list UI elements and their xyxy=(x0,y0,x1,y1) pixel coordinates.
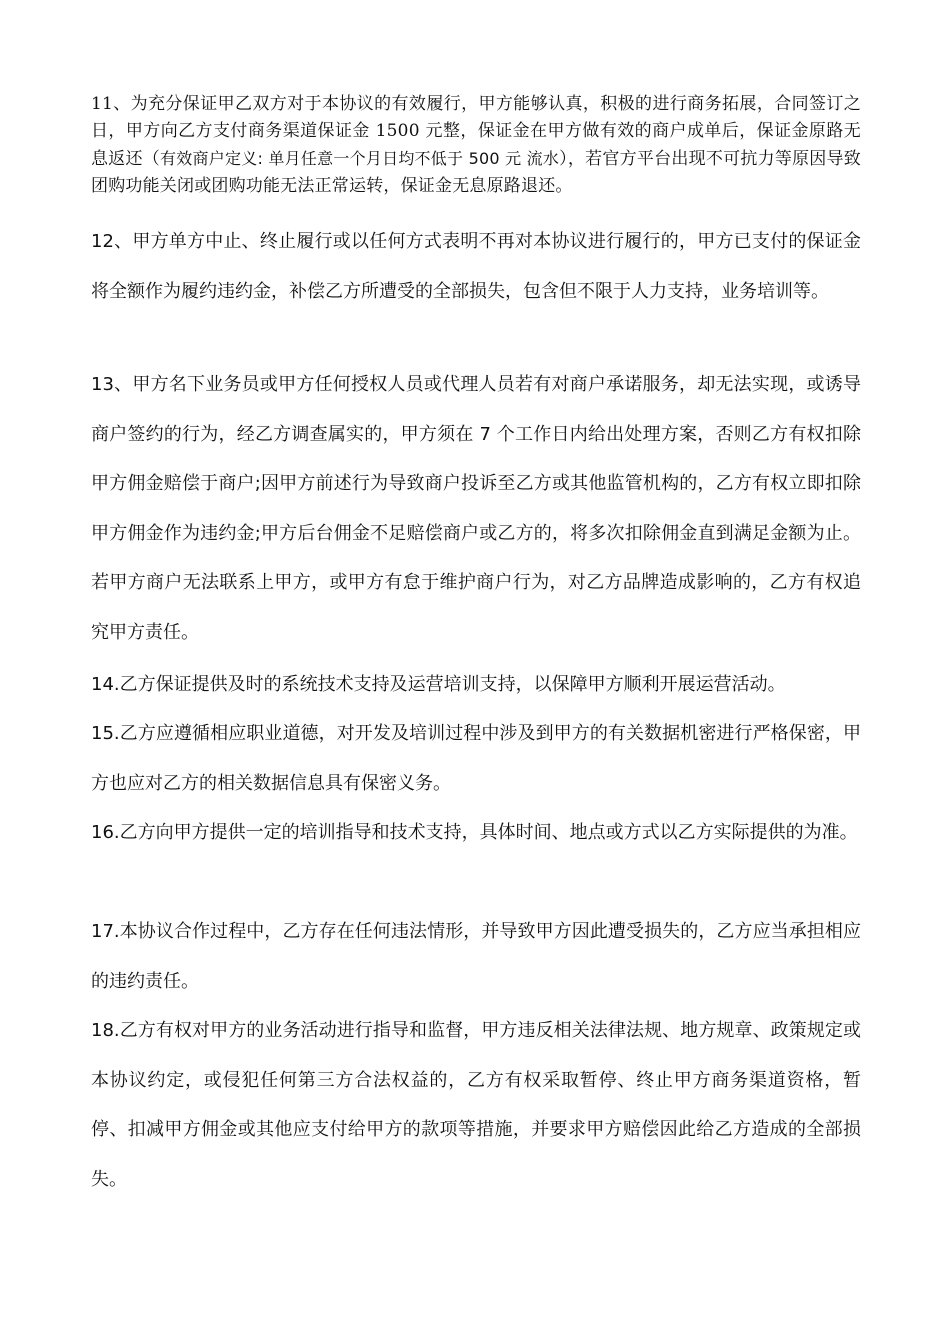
clause-14: 14.乙方保证提供及时的系统技术支持及运营培训支持，以保障甲方顺利开展运营活动。 xyxy=(91,674,786,695)
clause-12: 12、甲方单方中止、终止履行或以任何方式表明不再对本协议进行履行的，甲方已支付的保证金将全额作为履约违约金，补偿乙方所遭受的全部损失，包含但不限于人力支持，业务培训等。 xyxy=(91,231,861,302)
clause-11-text-part3: ），若官方平台出现不可抗力等原因导致团购功能关闭或团购功能无法正常运转，保证金无息原路退还。 xyxy=(91,149,861,196)
clause-17: 17.本协议合作过程中，乙方存在任何违法情形，并导致甲方因此遭受损失的，乙方应当承担相应的违约责任。 xyxy=(91,921,861,992)
clause-11-text-part1: 11、为充分保证甲乙双方对于本协议的有效履行，甲方能够认真，积极的进行商务拓展，合同签订之日，甲方向乙方支付商务渠道保证金 1500 元整，保证金在甲方做有效的商户成单后，保证金原路无息返还（ xyxy=(91,94,861,169)
clause-15: 15.乙方应遵循相应职业道德，对开发及培训过程中涉及到甲方的有关数据机密进行严格保密，甲方也应对乙方的相关数据信息具有保密义务。 xyxy=(91,723,861,794)
clause-18: 18.乙方有权对甲方的业务活动进行指导和监督，甲方违反相关法律法规、地方规章、政策规定或本协议约定，或侵犯任何第三方合法权益的，乙方有权采取暂停、终止甲方商务渠道资格，暂停、扣减甲方佣金或其他应支付给甲方的款项等措施，并要求甲方赔偿因此给乙方造成的全部损失。 xyxy=(91,1020,861,1190)
clause-11 xyxy=(91,91,861,200)
clause-13: 13、甲方名下业务员或甲方任何授权人员或代理人员若有对商户承诺服务，却无法实现，或诱导商户签约的行为，经乙方调查属实的，甲方须在 7 个工作日内给出处理方案，否则乙方有权扣除甲方佣金赔偿于商户;因甲方前述行为导致商户投诉至乙方或其他监管机构的，乙方有权立即扣除甲方佣金作为违约金;甲方后台佣金不足赔偿商户或乙方的，将多次扣除佣金直到满足金额为止。若甲方商户无法联系上甲方，或甲方有怠于维护商户行为，对乙方品牌造成影响的，乙方有权追究甲方责任。 xyxy=(91,374,861,643)
clause-16: 16.乙方向甲方提供一定的培训指导和技术支持，具体时间、地点或方式以乙方实际提供的为准。 xyxy=(91,822,858,843)
clause-11-effective-merchant-definition: 有效商户定义: 单月任意一个月日均不低于 500 元 流水 xyxy=(159,149,560,168)
